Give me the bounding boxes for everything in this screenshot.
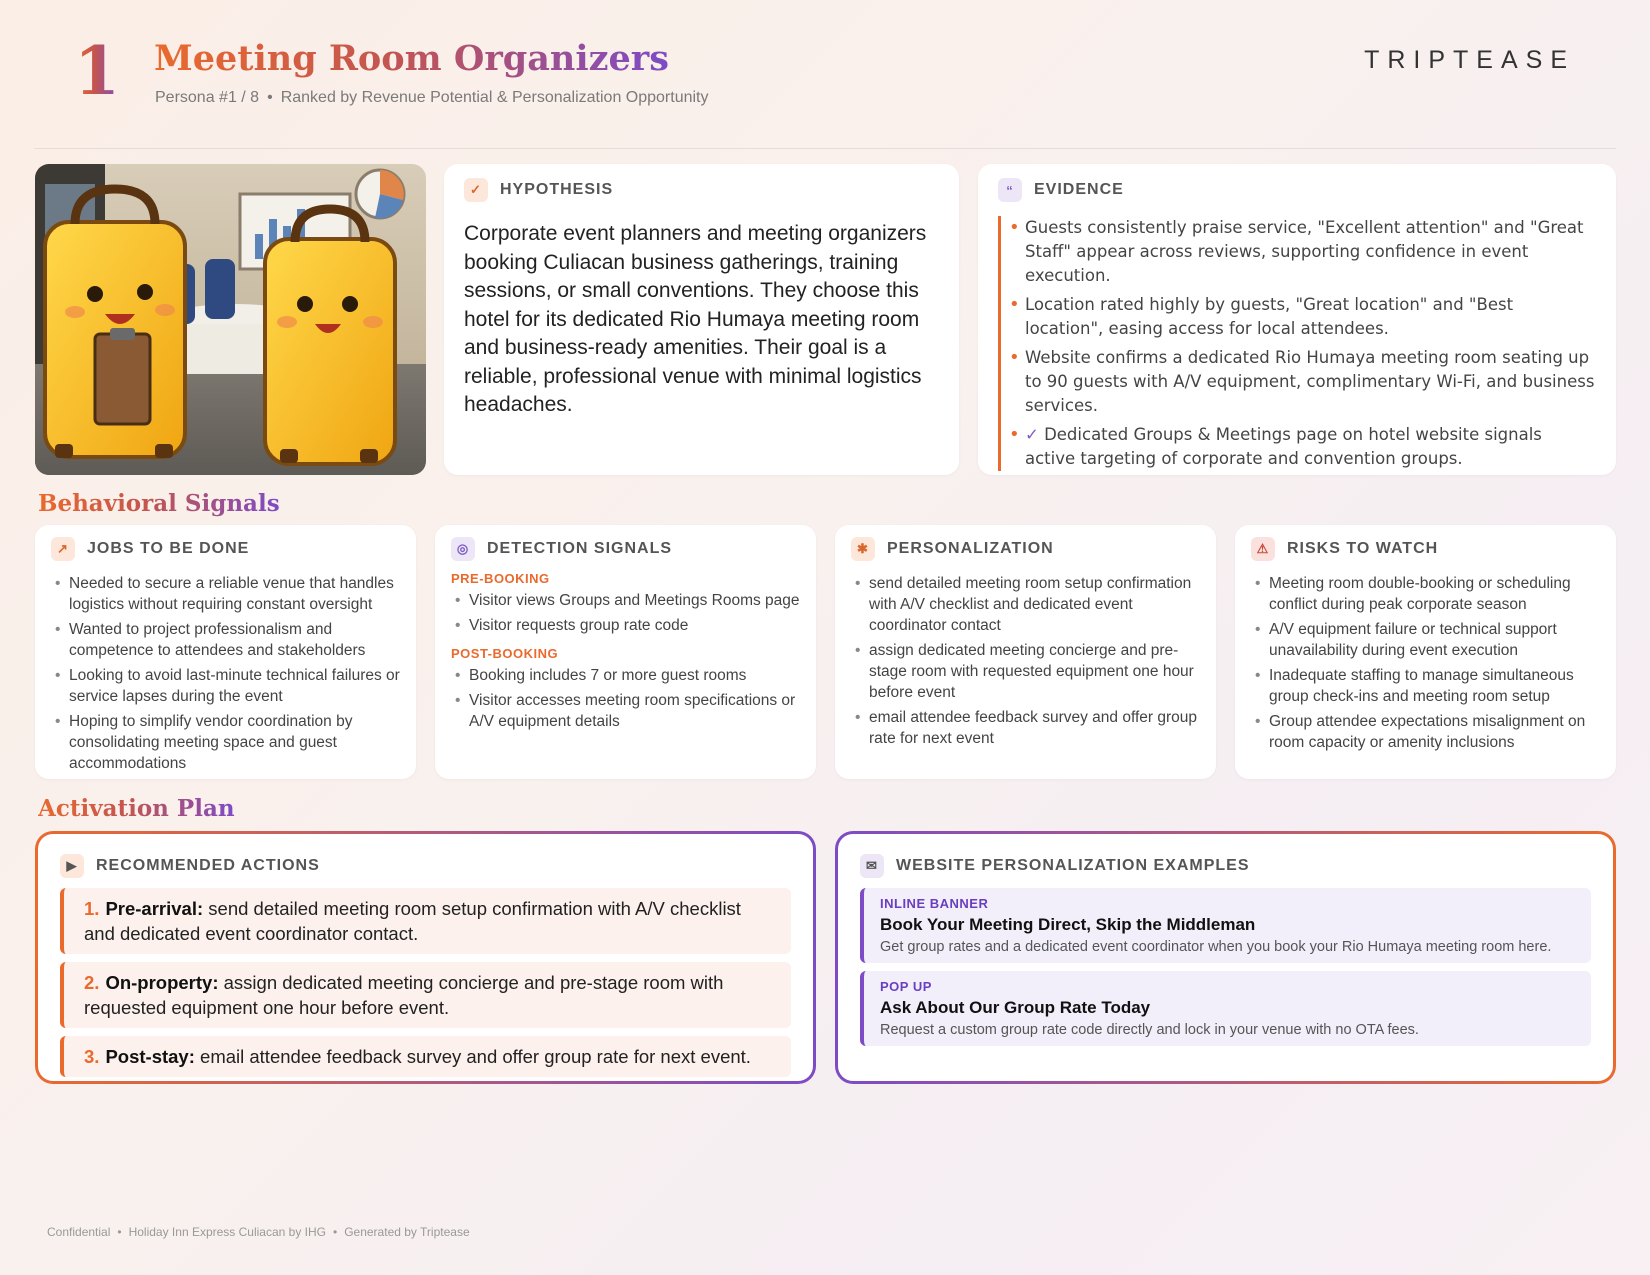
example-type: POP UP	[880, 979, 932, 994]
list-item: • A/V equipment failure or technical support unavailability during event execution	[1251, 619, 1600, 661]
evidence-item	[1025, 423, 1596, 471]
list-item: • Hoping to simplify vendor coordination by consolidating meeting space and guest accommodations	[51, 711, 400, 774]
evidence-item-text: Dedicated Groups & Meetings page on hotel website signals active targeting of corporate and convention groups.	[1025, 425, 1542, 468]
action-number: 2.	[84, 972, 100, 993]
action-text: assign dedicated meeting concierge and pre-stage room with requested equipment one hour before event.	[84, 972, 724, 1018]
jobs-card	[35, 525, 416, 779]
example-type: INLINE BANNER	[880, 896, 989, 911]
evidence-list	[998, 216, 1596, 471]
warning-icon: ⚠	[1251, 537, 1275, 561]
list-item: • assign dedicated meeting concierge and pre-stage room with requested equipment one hour before event	[851, 640, 1200, 703]
hypothesis-label: HYPOTHESIS	[500, 181, 614, 198]
post-booking-list	[451, 665, 800, 732]
action-stage: On-property:	[105, 972, 219, 993]
persona-index: Persona #1 / 8	[155, 89, 260, 106]
pre-booking-list	[451, 590, 800, 636]
list-item: • Wanted to project professionalism and competence to attendees and stakeholders	[51, 619, 400, 661]
example-body: Get group rates and a dedicated event coordinator when you book your Rio Humaya meeting room here.	[880, 939, 1552, 955]
pre-booking-label: PRE-BOOKING	[451, 571, 550, 586]
list-item: • send detailed meeting room setup confirmation with A/V checklist and dedicated event coordinator contact	[851, 573, 1200, 636]
risks-list	[1251, 573, 1600, 753]
footer-confidential: Confidential	[47, 1225, 111, 1239]
action-item	[60, 888, 791, 954]
evidence-label: EVIDENCE	[1034, 181, 1124, 198]
action-number: 3.	[84, 1046, 100, 1067]
personalization-label: PERSONALIZATION	[887, 540, 1054, 557]
jobs-heading	[51, 537, 400, 561]
risks-label: RISKS TO WATCH	[1287, 540, 1439, 557]
detection-card	[435, 525, 816, 779]
list-item: • Visitor accesses meeting room specifications or A/V equipment details	[451, 690, 800, 732]
section-title-activation: Activation Plan	[38, 795, 235, 822]
arrow-up-right-icon: ↗	[51, 537, 75, 561]
personalization-list	[851, 573, 1200, 749]
action-text: send detailed meeting room setup confirmation with A/V checklist and dedicated event coordinator contact.	[84, 898, 741, 944]
detection-heading	[451, 537, 800, 561]
post-booking-label: POST-BOOKING	[451, 646, 559, 661]
detection-label: DETECTION SIGNALS	[487, 540, 673, 557]
evidence-item: • Guests consistently praise service, "Excellent attention" and "Great Staff" appear across reviews, supporting confidence in event execution.	[1025, 216, 1596, 288]
action-text: email attendee feedback survey and offer group rate for next event.	[200, 1046, 751, 1067]
sparkle-icon: ✱	[851, 537, 875, 561]
evidence-item: • Location rated highly by guests, "Great location" and "Best location", easing access for local attendees.	[1025, 293, 1596, 341]
play-icon: ▶	[60, 854, 84, 878]
action-number: 1.	[84, 898, 100, 919]
persona-illustration	[35, 164, 426, 475]
ranking-note: Ranked by Revenue Potential & Personalization Opportunity	[280, 89, 709, 106]
checkmark-icon: ✓	[1025, 425, 1045, 444]
list-item: • Meeting room double-booking or scheduling conflict during peak corporate season	[1251, 573, 1600, 615]
footer-hotel: Holiday Inn Express Culiacan by IHG	[128, 1225, 326, 1239]
persona-number: 1	[74, 32, 120, 110]
evidence-card	[978, 164, 1616, 475]
personalization-heading	[851, 537, 1200, 561]
hypothesis-card	[444, 164, 959, 475]
personalization-card	[835, 525, 1216, 779]
examples-heading	[860, 854, 1591, 878]
action-item	[60, 1036, 791, 1077]
list-item: • Inadequate staffing to manage simultaneous group check-ins and meeting room setup	[1251, 665, 1600, 707]
examples-label: WEBSITE PERSONALIZATION EXAMPLES	[896, 857, 1250, 874]
example-body: Request a custom group rate code directly and lock in your venue with no OTA fees.	[880, 1022, 1419, 1038]
jobs-label: JOBS TO BE DONE	[87, 540, 250, 557]
action-stage: Post-stay:	[105, 1046, 195, 1067]
section-title-behavioral: Behavioral Signals	[38, 490, 280, 517]
action-stage: Pre-arrival:	[105, 898, 204, 919]
risks-heading	[1251, 537, 1600, 561]
list-item: • email attendee feedback survey and offer group rate for next event	[851, 707, 1200, 749]
envelope-icon: ✉	[860, 854, 884, 878]
page-title: Meeting Room Organizers	[154, 38, 669, 79]
list-item: • Group attendee expectations misalignment on room capacity or amenity inclusions	[1251, 711, 1600, 753]
hypothesis-heading	[464, 178, 939, 202]
brand-logo: TRIPTEASE	[1364, 46, 1575, 74]
list-item: • Visitor views Groups and Meetings Rooms page	[451, 590, 800, 611]
footer: Confidential • Holiday Inn Express Culiacan by IHG • Generated by Triptease	[47, 1225, 470, 1239]
example-inline-banner	[860, 888, 1591, 963]
list-item: • Visitor requests group rate code	[451, 615, 800, 636]
list-item: • Needed to secure a reliable venue that handles logistics without requiring constant oversight	[51, 573, 400, 615]
actions-heading	[60, 854, 791, 878]
list-item: • Looking to avoid last-minute technical failures or service lapses during the event	[51, 665, 400, 707]
hypothesis-text: Corporate event planners and meeting organizers booking Culiacan business gatherings, training sessions, or small conventions. They choose this hotel for its dedicated Rio Humaya meeting room and business-ready amenities. Their goal is a reliable, professional venue with minimal logistics headaches.	[464, 222, 927, 416]
evidence-item: • Website confirms a dedicated Rio Humaya meeting room seating up to 90 guests with A/V equipment, complimentary Wi-Fi, and business services.	[1025, 346, 1596, 418]
jobs-list	[51, 573, 400, 774]
check-icon: ✓	[464, 178, 488, 202]
example-title: Ask About Our Group Rate Today	[880, 998, 1151, 1017]
example-title: Book Your Meeting Direct, Skip the Middleman	[880, 915, 1256, 934]
recommended-actions-panel	[35, 831, 816, 1084]
quote-icon: “	[998, 178, 1022, 202]
footer-generator: Generated by Triptease	[344, 1225, 470, 1239]
example-pop-up	[860, 971, 1591, 1046]
personalization-examples-panel	[835, 831, 1616, 1084]
evidence-heading	[998, 178, 1596, 202]
header-divider	[34, 148, 1616, 149]
risks-card	[1235, 525, 1616, 779]
target-icon: ◎	[451, 537, 475, 561]
actions-label: RECOMMENDED ACTIONS	[96, 857, 320, 874]
action-item	[60, 962, 791, 1028]
page-subtitle: Persona #1 / 8 • Ranked by Revenue Potential & Personalization Opportunity	[155, 89, 709, 106]
list-item: • Booking includes 7 or more guest rooms	[451, 665, 800, 686]
